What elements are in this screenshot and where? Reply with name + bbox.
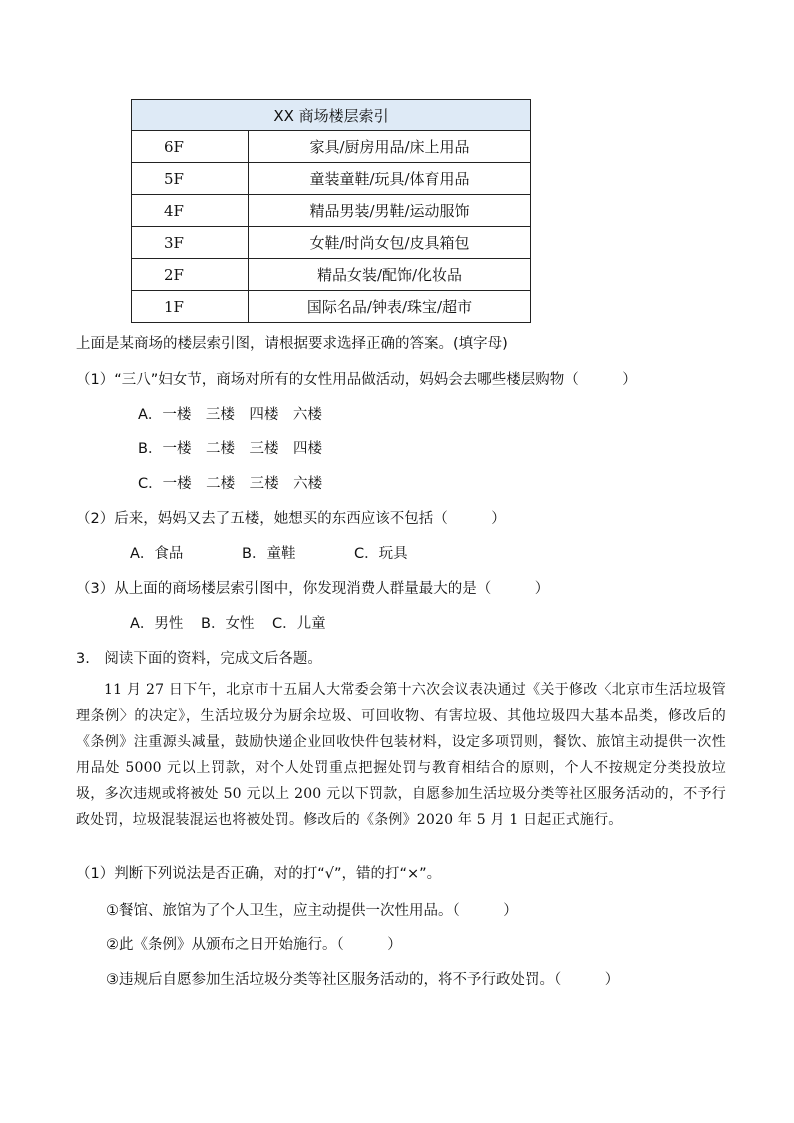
sub-question-1-stem: （1）判断下列说法是否正确，对的打“√”，错的打“×”。 xyxy=(76,866,442,882)
question-2-stem: （2）后来，妈妈又去了五楼，她想买的东西应该不包括（ ） xyxy=(76,511,506,527)
judgement-item-1: ①餐馆、旅馆为了个人卫生，应主动提供一次性用品。（ ） xyxy=(106,903,518,919)
floor-index-table xyxy=(131,99,531,323)
table-row xyxy=(132,195,531,227)
floor-cell: 6F xyxy=(132,131,249,163)
question-3-stem: （3）从上面的商场楼层索引图中，你发现消费人群量最大的是（ ） xyxy=(76,581,550,597)
floor-cell: 1F xyxy=(132,291,249,323)
question-2-option-a: A．食品 xyxy=(130,546,184,562)
question-1-option-a: A．一楼 三楼 四楼 六楼 xyxy=(138,407,322,423)
question-2-option-c: C．玩具 xyxy=(354,546,408,562)
items-cell: 女鞋/时尚女包/皮具箱包 xyxy=(249,227,531,259)
items-cell: 国际名品/钟表/珠宝/超市 xyxy=(249,291,531,323)
table-row xyxy=(132,227,531,259)
reading-passage xyxy=(76,677,726,833)
items-cell: 精品男装/男鞋/运动服饰 xyxy=(249,195,531,227)
table-row xyxy=(132,291,531,323)
table-title: XX 商场楼层索引 xyxy=(132,100,531,131)
table-row xyxy=(132,259,531,291)
items-cell: 童装童鞋/玩具/体育用品 xyxy=(249,163,531,195)
judgement-item-2: ②此《条例》从颁布之日开始施行。（ ） xyxy=(106,937,402,953)
items-cell: 家具/厨房用品/床上用品 xyxy=(249,131,531,163)
floor-cell: 4F xyxy=(132,195,249,227)
question-1-option-c: C．一楼 二楼 三楼 六楼 xyxy=(138,476,323,492)
floor-cell: 2F xyxy=(132,259,249,291)
items-cell: 精品女装/配饰/化妆品 xyxy=(249,259,531,291)
table-row xyxy=(132,163,531,195)
question-3-option-a: A．男性 xyxy=(130,616,184,632)
question-3-option-c: C．儿童 xyxy=(272,616,326,632)
question-3-option-b: B．女性 xyxy=(201,616,255,632)
passage-paragraph: 11 月 27 日下午，北京市十五届人大常委会第十六次会议表决通过《关于修改〈北京市生活垃圾管理条例〉的决定》，生活垃圾分为厨余垃圾、可回收物、有害垃圾、其他垃圾四大基本品类，修改后的《条例》注重源头减量，鼓励快递企业回收快件包装材料，设定多项罚则，餐饮、旅馆主动提供一次性用品处 5000 元以上罚款，对个人处罚重点把握处罚与教育相结合的原则，个人不按规定分类投放垃圾，多次违规或将被处 50 元以上 200 元以下罚款，自愿参加生活垃圾分类等社区服务活动的，不予行政处罚，垃圾混装混运也将被处罚。修改后的《条例》2020 年 5 月 1 日起正式施行。 xyxy=(76,682,726,828)
question-1-option-b: B．一楼 二楼 三楼 四楼 xyxy=(138,441,322,457)
table-row xyxy=(132,131,531,163)
floor-cell: 3F xyxy=(132,227,249,259)
floor-cell: 5F xyxy=(132,163,249,195)
section-3-heading: 3. 阅读下面的资料，完成文后各题。 xyxy=(76,651,322,667)
question-2-option-b: B．童鞋 xyxy=(242,546,296,562)
question-1-stem: （1）“三八”妇女节，商场对所有的女性用品做活动，妈妈会去哪些楼层购物（ ） xyxy=(76,372,637,388)
instruction-text: 上面是某商场的楼层索引图，请根据要求选择正确的答案。(填字母) xyxy=(76,336,508,352)
judgement-item-3: ③违规后自愿参加生活垃圾分类等社区服务活动的，将不予行政处罚。（ ） xyxy=(106,972,620,988)
